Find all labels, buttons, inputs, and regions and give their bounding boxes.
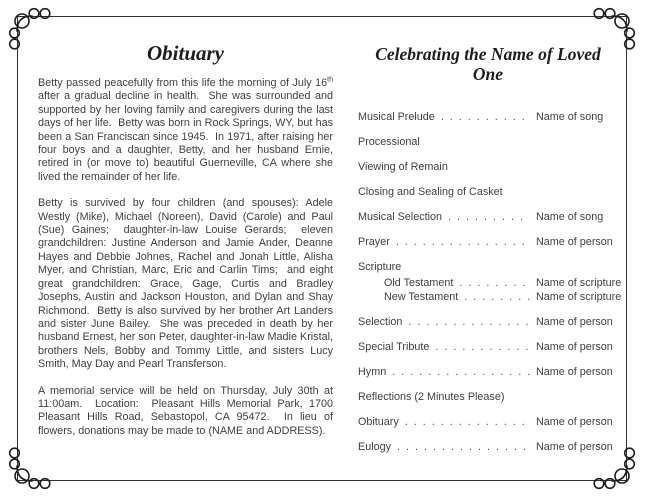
- service-label: Old Testament: [384, 277, 454, 289]
- service-row: [358, 441, 618, 454]
- service-label: New Testament: [384, 291, 459, 303]
- service-label: Obituary: [358, 416, 399, 428]
- obituary-page: [38, 41, 336, 451]
- dot-leader: [448, 211, 530, 224]
- service-label: Eulogy: [358, 441, 392, 453]
- service-label: Closing and Sealing of Casket: [358, 186, 503, 198]
- service-row: [358, 211, 618, 224]
- service-value: Name of song: [536, 211, 604, 223]
- service-label: Hymn: [358, 366, 387, 378]
- dot-leader: [464, 291, 530, 304]
- page-title: Obituary: [146, 41, 224, 65]
- service-label: Processional: [358, 136, 420, 148]
- service-row: [358, 316, 618, 329]
- service-row: [358, 366, 618, 379]
- service-row: [358, 111, 618, 124]
- dot-leader: [405, 416, 530, 429]
- paragraph-text: Betty passed peacefully from this life the morning of July 16: [38, 77, 328, 89]
- service-label: Prayer: [358, 236, 390, 248]
- order-of-service-page: [358, 44, 622, 466]
- service-row: [358, 136, 618, 149]
- service-row: [358, 261, 618, 274]
- dot-leader: [459, 277, 530, 290]
- paragraph: [38, 76, 336, 184]
- service-label: Musical Prelude: [358, 111, 435, 123]
- service-value: Name of person: [536, 236, 613, 248]
- service-label: Viewing of Remain: [358, 161, 448, 173]
- service-label: Reflections (2 Minutes Please): [358, 391, 505, 403]
- service-value: Name of scripture: [536, 291, 622, 303]
- page-title: Celebrating the Name of Loved One: [375, 44, 601, 84]
- service-value: Name of song: [536, 111, 604, 123]
- service-label: Musical Selection: [358, 211, 443, 223]
- service-row: [358, 186, 618, 199]
- service-row: [358, 161, 618, 174]
- service-list: [358, 111, 622, 454]
- service-row: [358, 341, 618, 354]
- service-value: Name of person: [536, 416, 613, 428]
- service-row: [384, 277, 622, 290]
- service-row: [358, 236, 618, 249]
- service-row: [358, 416, 618, 429]
- service-row: [384, 291, 622, 304]
- service-label: Selection: [358, 316, 403, 328]
- paragraph: A memorial service will be held on Thursday, July 30th at 11:00am. Location: Pleasant Hills Memorial Park, 1700 Pleasant Hills Road, Sebastopol, CA 95472. In lieu of flowers, donations may be made to (NAME and ADDRESS).: [38, 384, 336, 437]
- dot-leader: [396, 236, 530, 249]
- dot-leader: [435, 341, 530, 354]
- service-value: Name of person: [536, 366, 613, 378]
- paragraph: Betty is survived by four children (and spouses): Adele Westly (Mike), Michael (Noreen), David (Carole) and Paul (Sue) Gaines; daughter-in-law Louise Gerards; eleven grandchildren: Justine Anderson and Jamie Ander, Deanne Hayes and Debbie Johnes, Rachel and Jonah Little, Alisha Myer, and Christian, Marc, Eric and Carlin Tims; and eight great grandchildren: Grace, Gage, Curtis and Bradley Josephs, Austin and Jackson Houston, and Dylan and Shay Richmond. Betty is also survived by her brother Art Landers and sister June Bailey. She was preceded in death by her husband Ernest, her son Peter, daughter-in-law Madie Kristal, brothers Nels, Bobby and Tommy Little, and sisters Lucy Smith, May Day and Pearl Transferson.: [38, 197, 336, 371]
- dot-leader: [441, 111, 530, 124]
- dot-leader: [397, 441, 530, 454]
- service-value: Name of scripture: [536, 277, 622, 289]
- service-value: Name of person: [536, 316, 613, 328]
- service-label: Special Tribute: [358, 341, 430, 353]
- obituary-text: [38, 76, 336, 438]
- service-row: [358, 391, 618, 404]
- paragraph-text: after a gradual decline in health. She was surrounded and supported by her loving family and caregivers during the last days of her life. Betty was born in Rock Springs, WY, but has been a San Franciscan since 1945. In 1971, after raising her four boys and a daughter, Betty, and her husband Ernie, retired in (or move to) beautiful Guerneville, CA where she lived the remainder of her life.: [38, 77, 336, 183]
- dot-leader: [392, 366, 530, 379]
- service-value: Name of person: [536, 441, 613, 453]
- ordinal-superscript: th: [327, 76, 333, 84]
- service-label: Scripture: [358, 261, 402, 273]
- service-value: Name of person: [536, 341, 613, 353]
- dot-leader: [408, 316, 530, 329]
